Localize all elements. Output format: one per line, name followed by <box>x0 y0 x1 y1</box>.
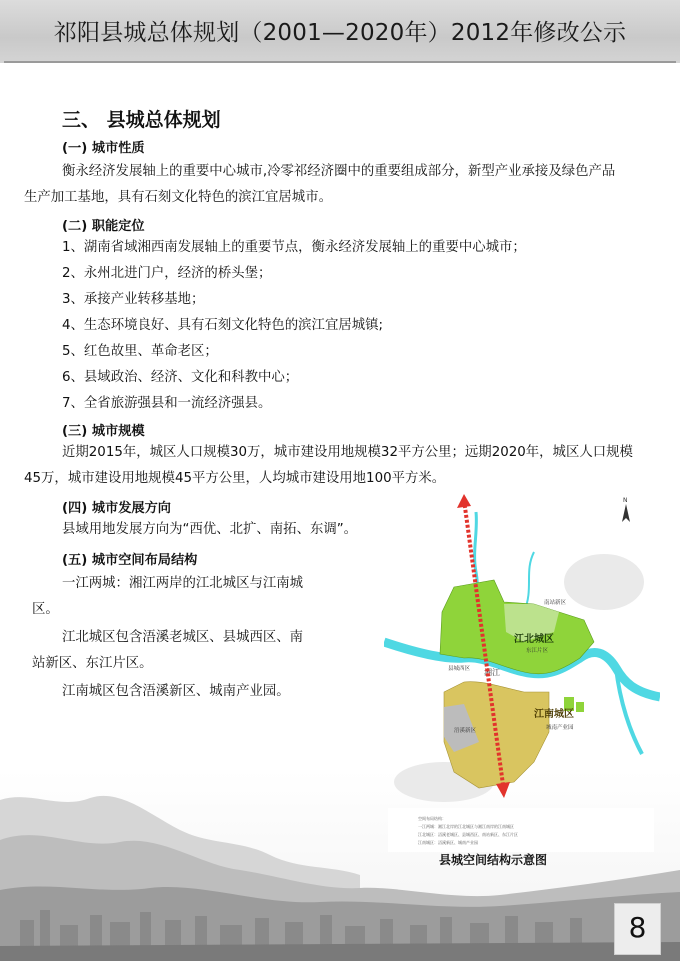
structure-line: 江北城区包含浯溪老城区、县城西区、南 <box>62 630 304 645</box>
scale-line-2: 45万，城市建设用地规模45平方公里，人均城市建设用地100平方米。 <box>24 471 446 486</box>
map-legend: 空间布局结构： 一江两城：湘江北岸的江北城区与湘江南岸的江南城区 江北城区：浯溪老城区、县城西区、南站新区、东江片区 江南城区：浯溪新区、城南产业园 <box>388 808 654 852</box>
spatial-structure-map <box>384 492 660 822</box>
south-area-label: 江南城区 <box>534 709 574 720</box>
east-area-label: 东江片区 <box>526 648 549 654</box>
nature-line-2: 生产加工基地，具有石刻文化特色的滨江宜居城市。 <box>24 190 332 205</box>
structure-line: 一江两城：湘江两岸的江北城区与江南城 <box>62 576 304 591</box>
functions-heading: (二) 职能定位 <box>62 219 145 234</box>
function-item: 4、生态环境良好、具有石刻文化特色的滨江宜居城镇; <box>62 318 384 333</box>
document-title: 祁阳县城总体规划（2001—2020年）2012年修改公示 <box>53 20 627 46</box>
header-bar <box>0 0 680 63</box>
nature-heading: (一) 城市性质 <box>62 141 145 156</box>
structure-line: 区。 <box>32 602 59 617</box>
scale-heading: (三) 城市规模 <box>62 424 145 439</box>
function-item: 5、红色故里、革命老区； <box>62 344 218 359</box>
structure-line: 江南城区包含浯溪新区、城南产业园。 <box>62 684 290 699</box>
map-caption: 县城空间结构示意图 <box>439 853 548 867</box>
function-item: 3、承接产业转移基地； <box>62 292 205 307</box>
svg-text:N: N <box>623 497 628 504</box>
direction-heading: (四) 城市发展方向 <box>62 501 171 516</box>
page-number-box <box>614 903 661 955</box>
west-area-label: 县城西区 <box>448 666 471 672</box>
north-station-label: 南站新区 <box>544 600 567 606</box>
south-new-label: 浯溪新区 <box>454 728 477 734</box>
header-divider <box>4 61 676 63</box>
section-title: 三、 县城总体规划 <box>62 109 221 131</box>
nature-line-1: 衡永经济发展轴上的重要中心城市,冷零祁经济圈中的重要组成部分，新型产业承接及绿色产品 <box>62 164 616 179</box>
xiang-river-label: 湘江 <box>484 668 500 677</box>
function-item: 1、湖南省域湘西南发展轴上的重要节点，衡永经济发展轴上的重要中心城市； <box>62 240 526 255</box>
north-area-label: 江北城区 <box>514 634 554 645</box>
scale-line-1: 近期2015年，城区人口规模30万，城市建设用地规模32平方公里；远期2020年，城区人口规模 <box>62 445 633 460</box>
structure-heading: (五) 城市空间布局结构 <box>62 553 198 568</box>
function-item: 2、永州北进门户，经济的桥头堡； <box>62 266 272 281</box>
function-item: 6、县域政治、经济、文化和科教中心； <box>62 370 299 385</box>
structure-line: 站新区、东江片区。 <box>32 656 153 671</box>
page-number: 8 <box>628 911 647 944</box>
direction-line: 县域用地发展方向为“西优、北扩、南拓、东调”。 <box>62 522 358 537</box>
function-item: 7、全省旅游强县和一流经济强县。 <box>62 396 272 411</box>
industrial-label: 城南产业园 <box>546 725 574 731</box>
